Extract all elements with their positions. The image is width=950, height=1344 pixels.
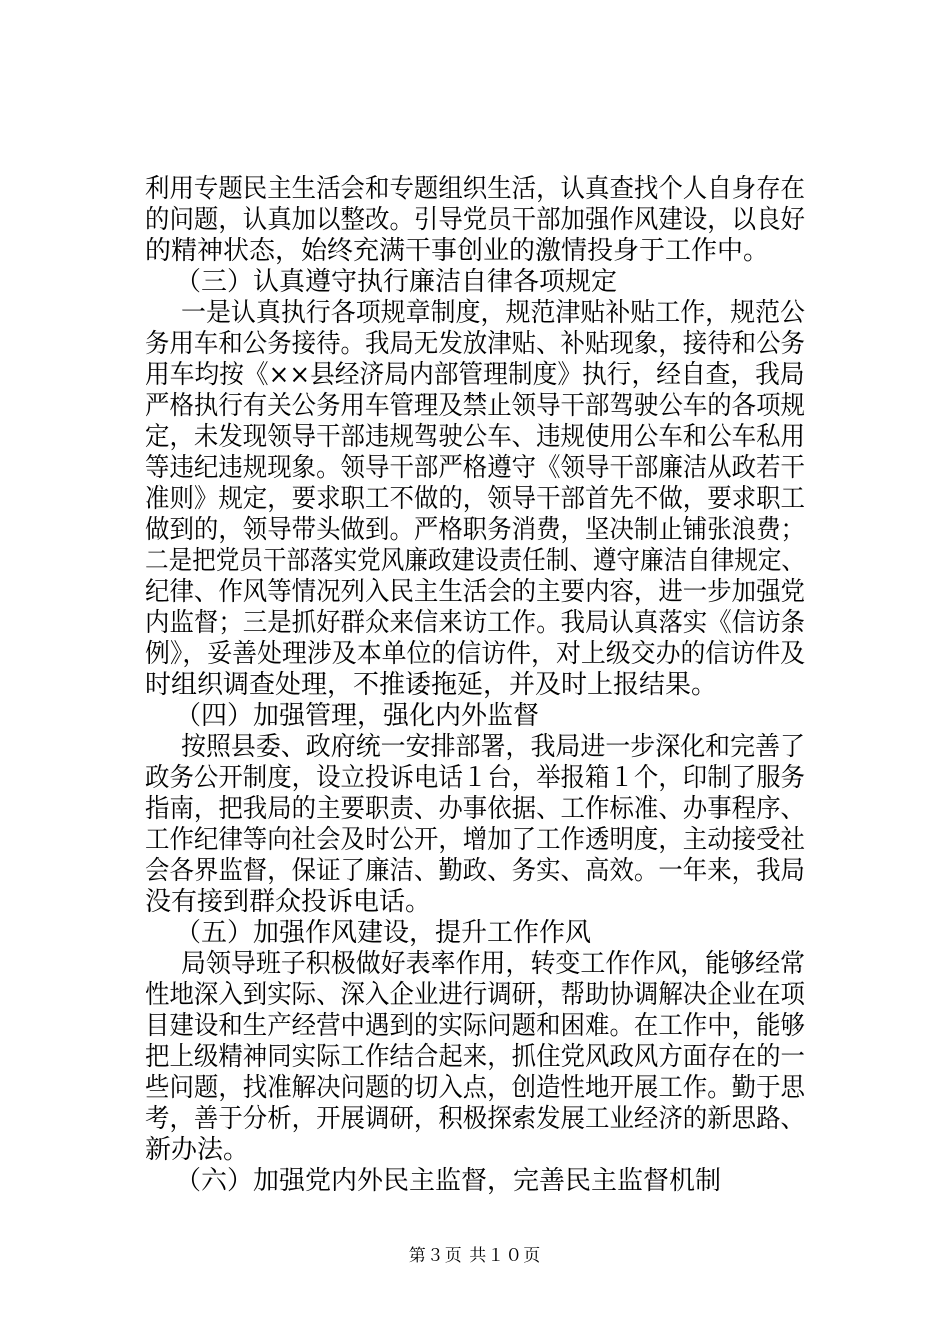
body-text-line: 目建设和生产经营中遇到的实际问题和困难。在工作中，能够 <box>145 1011 806 1041</box>
body-text-line: 二是把党员干部落实党风廉政建设责任制、遵守廉洁自律规定、 <box>145 546 806 576</box>
body-text-line: 政务公开制度，设立投诉电话１台，举报箱１个，印制了服务 <box>145 763 806 793</box>
body-text-line: 时组织调查处理，不推诿拖延，并及时上报结果。 <box>145 670 718 700</box>
section-heading: （五）加强作风建设，提升工作作风 <box>175 918 592 948</box>
body-text-line: 的问题，认真加以整改。引导党员干部加强作风建设，以良好 <box>145 205 806 235</box>
section-heading: （六）加强党内外民主监督，完善民主监督机制 <box>175 1166 722 1196</box>
body-text-line: 等违纪违规现象。领导干部严格遵守《领导干部廉洁从政若干 <box>145 453 806 483</box>
body-text-line: 准则》规定，要求职工不做的，领导干部首先不做，要求职工 <box>145 484 806 514</box>
section-heading: （四）加强管理，强化内外监督 <box>175 701 540 731</box>
body-text-line: 利用专题民主生活会和专题组织生活，认真查找个人自身存在 <box>145 174 806 204</box>
body-text-line: 按照县委、政府统一安排部署，我局进一步深化和完善了 <box>181 732 806 762</box>
body-text-line: 新办法。 <box>145 1135 250 1165</box>
body-text-line: 些问题，找准解决问题的切入点，创造性地开展工作。勤于思 <box>145 1073 806 1103</box>
body-text-line: 例》，妥善处理涉及本单位的信访件，对上级交办的信访件及 <box>145 639 806 669</box>
body-text-line: 局领导班子积极做好表率作用，转变工作作风，能够经常 <box>181 949 806 979</box>
body-text-line: 用车均按《××县经济局内部管理制度》执行，经自查，我局 <box>145 360 805 390</box>
body-text-line: 一是认真执行各项规章制度，规范津贴补贴工作，规范公 <box>181 298 806 328</box>
body-text-line: 内监督；三是抓好群众来信来访工作。我局认真落实《信访条 <box>145 608 806 638</box>
body-text-line: 纪律、作风等情况列入民主生活会的主要内容，进一步加强党 <box>145 577 806 607</box>
body-text-line: 性地深入到实际、深入企业进行调研，帮助协调解决企业在项 <box>145 980 806 1010</box>
body-text-line: 的精神状态，始终充满干事创业的激情投身于工作中。 <box>145 236 770 266</box>
body-text-line: 定，未发现领导干部违规驾驶公车、违规使用公车和公车私用 <box>145 422 806 452</box>
body-text-line: 做到的，领导带头做到。严格职务消费，坚决制止铺张浪费； <box>145 515 806 545</box>
body-text-line: 指南，把我局的主要职责、办事依据、工作标准、办事程序、 <box>145 794 806 824</box>
body-text-line: 会各界监督，保证了廉洁、勤政、务实、高效。一年来，我局 <box>145 856 806 886</box>
page-footer: 第３页 共１０页 <box>408 1246 542 1266</box>
body-text-line: 务用车和公务接待。我局无发放津贴、补贴现象，接待和公务 <box>145 329 806 359</box>
section-heading: （三）认真遵守执行廉洁自律各项规定 <box>175 267 618 297</box>
body-text-line: 把上级精神同实际工作结合起来，抓住党风政风方面存在的一 <box>145 1042 806 1072</box>
body-text-line: 严格执行有关公务用车管理及禁止领导干部驾驶公车的各项规 <box>145 391 806 421</box>
body-text-line: 没有接到群众投诉电话。 <box>145 887 432 917</box>
body-text-line: 考，善于分析，开展调研，积极探索发展工业经济的新思路、 <box>145 1104 806 1134</box>
body-text-line: 工作纪律等向社会及时公开，增加了工作透明度，主动接受社 <box>145 825 806 855</box>
